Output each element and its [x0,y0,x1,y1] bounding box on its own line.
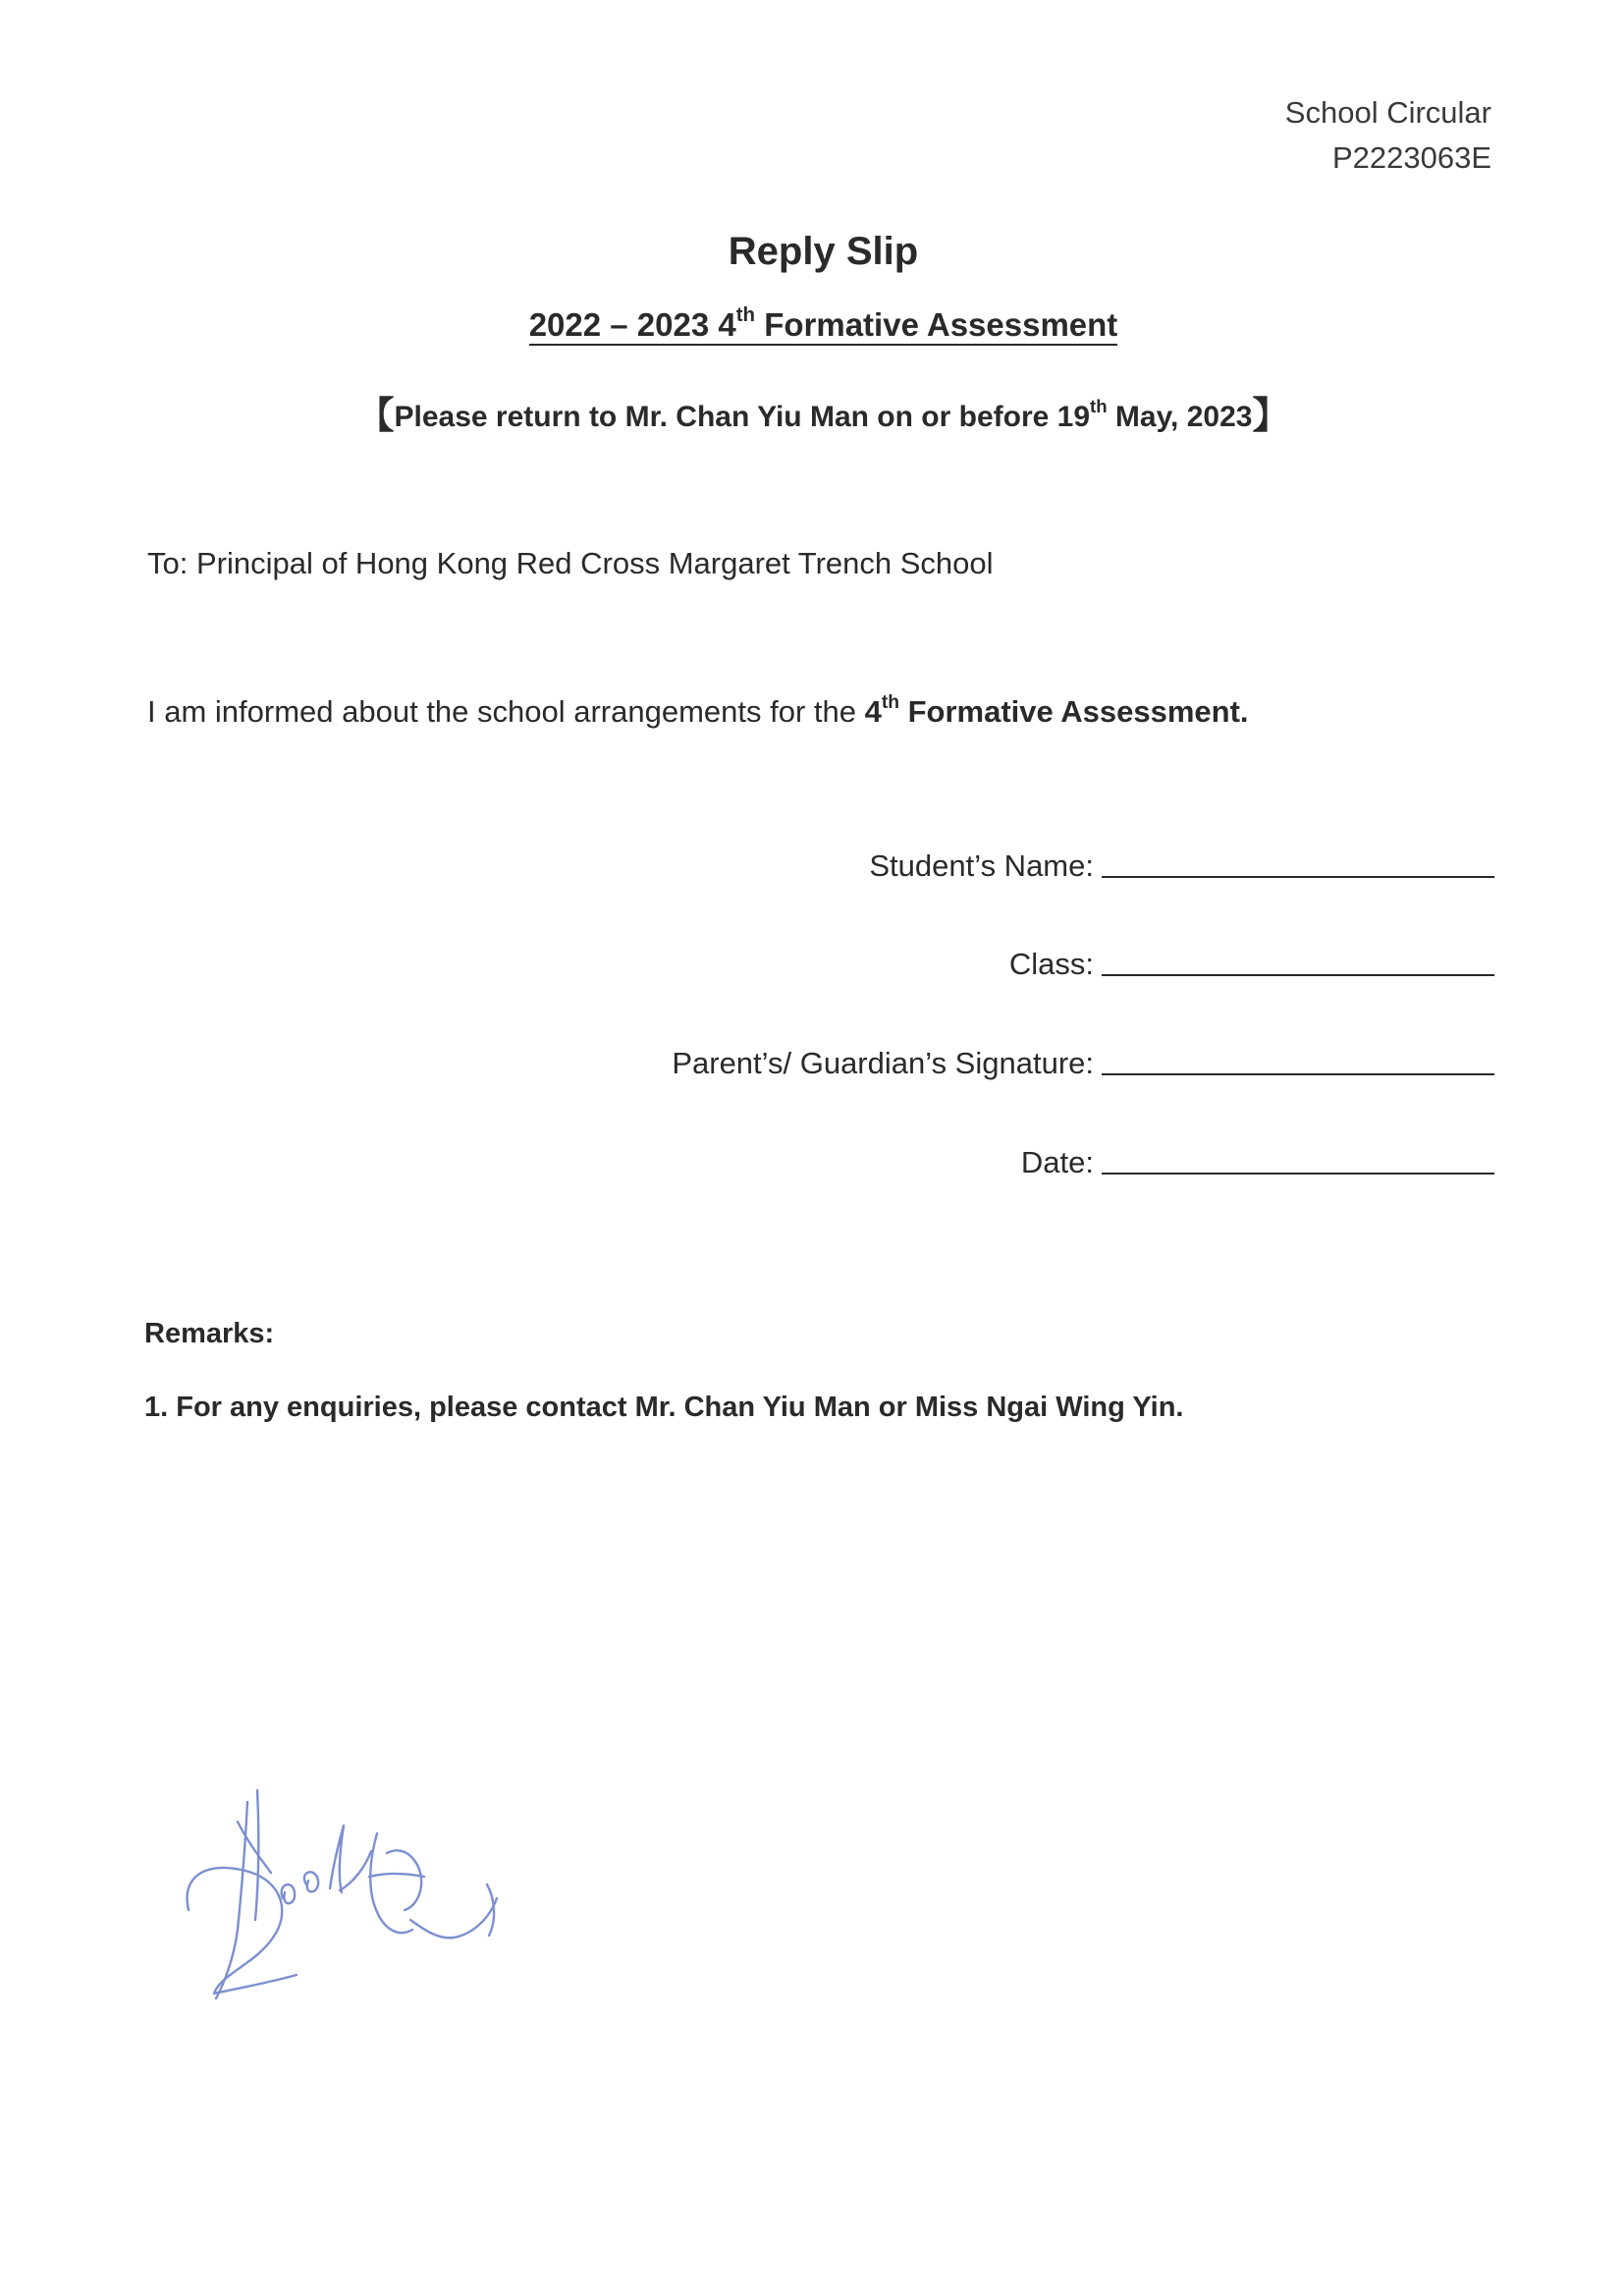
notice-text-before: Please return to Mr. Chan Yiu Man on or before 19 [394,401,1091,433]
class-blank[interactable] [1102,973,1494,976]
open-bracket: 【 [356,396,395,437]
signature-field[interactable] [672,1046,1494,1081]
class-label: Class: [1008,947,1094,981]
statement-text: I am informed about the school arrangements for the [147,694,865,729]
page-title: Reply Slip [728,230,919,273]
return-notice [0,385,1624,439]
recipient-line: To: Principal of Hong Kong Red Cross Margaret Trench School [147,546,994,580]
subtitle-suffix: Formative Assessment [755,306,1118,343]
date-field[interactable] [1021,1145,1494,1180]
handwritten-signature [177,1782,550,2018]
subtitle-prefix: 2022 – 2023 4 [528,306,736,343]
circular-code: P2223063E [1331,140,1491,175]
close-bracket: 】 [1252,396,1290,437]
signature-blank[interactable] [1102,1072,1494,1075]
statement-bold-sup: th [881,691,899,713]
class-field[interactable] [1009,947,1494,982]
date-blank[interactable] [1102,1172,1494,1175]
remarks-title: Remarks: [144,1318,275,1349]
circular-type: School Circular [1284,95,1491,130]
statement-bold [864,691,1249,729]
statement-bold-suffix: Formative Assessment. [899,694,1249,729]
assessment-subtitle [0,302,1624,344]
student-name-field[interactable] [869,848,1494,884]
remark-item: 1. For any enquiries, please contact Mr. Chan Yiu Man or Miss Ngai Wing Yin. [144,1392,1184,1423]
signature-label: Parent’s/ Guardian’s Signature: [672,1046,1094,1080]
subtitle-sup: th [735,302,756,326]
acknowledgement-statement [147,691,1249,730]
notice-sup: th [1090,396,1108,417]
notice-text-after: May, 2023 [1107,401,1253,433]
statement-bold-prefix: 4 [864,694,882,729]
student-name-blank[interactable] [1102,875,1494,878]
student-name-label: Student’s Name: [869,848,1094,883]
date-label: Date: [1020,1145,1094,1179]
circular-header [1285,90,1491,181]
subtitle-underlined [528,302,1118,346]
